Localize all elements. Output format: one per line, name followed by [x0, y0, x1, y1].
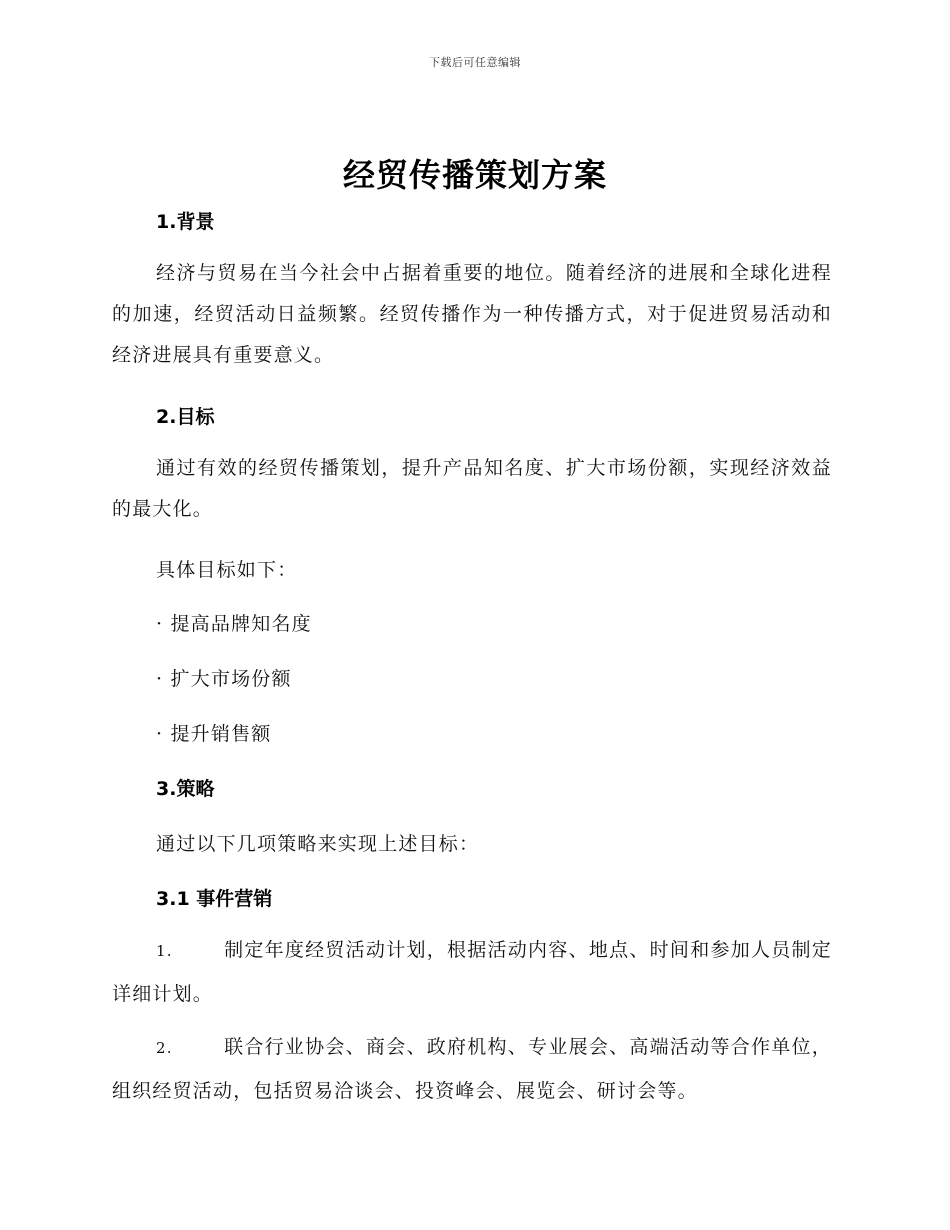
- list-item: · 提高品牌知名度: [156, 613, 312, 635]
- document-title: 经贸传播策划方案: [342, 156, 607, 194]
- numbered-item: [112, 1026, 832, 1113]
- strategy-intro: 通过以下几项策略来实现上述目标：: [156, 833, 480, 855]
- item-number: 1.: [156, 942, 173, 960]
- section-heading-strategy: 3.策略: [156, 778, 215, 800]
- section-heading-background: 1.背景: [156, 211, 215, 233]
- numbered-item: [112, 929, 832, 1016]
- list-item: · 扩大市场份额: [156, 668, 292, 690]
- header-note: 下载后可任意编辑: [429, 56, 521, 69]
- subsection-heading-event-marketing: 3.1 事件营销: [156, 888, 273, 910]
- goals-intro: 具体目标如下：: [156, 559, 298, 581]
- goals-paragraph: 通过有效的经贸传播策划，提升产品知名度、扩大市场份额，实现经济效益的最大化。: [112, 457, 832, 520]
- background-paragraph: 经济与贸易在当今社会中占据着重要的地位。随着经济的进展和全球化进程的加速，经贸活动日益频繁。经贸传播作为一种传播方式，对于促进贸易活动和经济进展具有重要意义。: [112, 262, 832, 366]
- item-text: 制定年度经贸活动计划，根据活动内容、地点、时间和参加人员制定详细计划。: [112, 939, 832, 1005]
- section-heading-goals: 2.目标: [156, 406, 215, 428]
- list-item: · 提升销售额: [156, 723, 272, 745]
- item-text: 联合行业协会、商会、政府机构、专业展会、高端活动等合作单位，组织经贸活动，包括贸易洽谈会、投资峰会、展览会、研讨会等。: [112, 1036, 832, 1102]
- item-number: 2.: [156, 1039, 173, 1057]
